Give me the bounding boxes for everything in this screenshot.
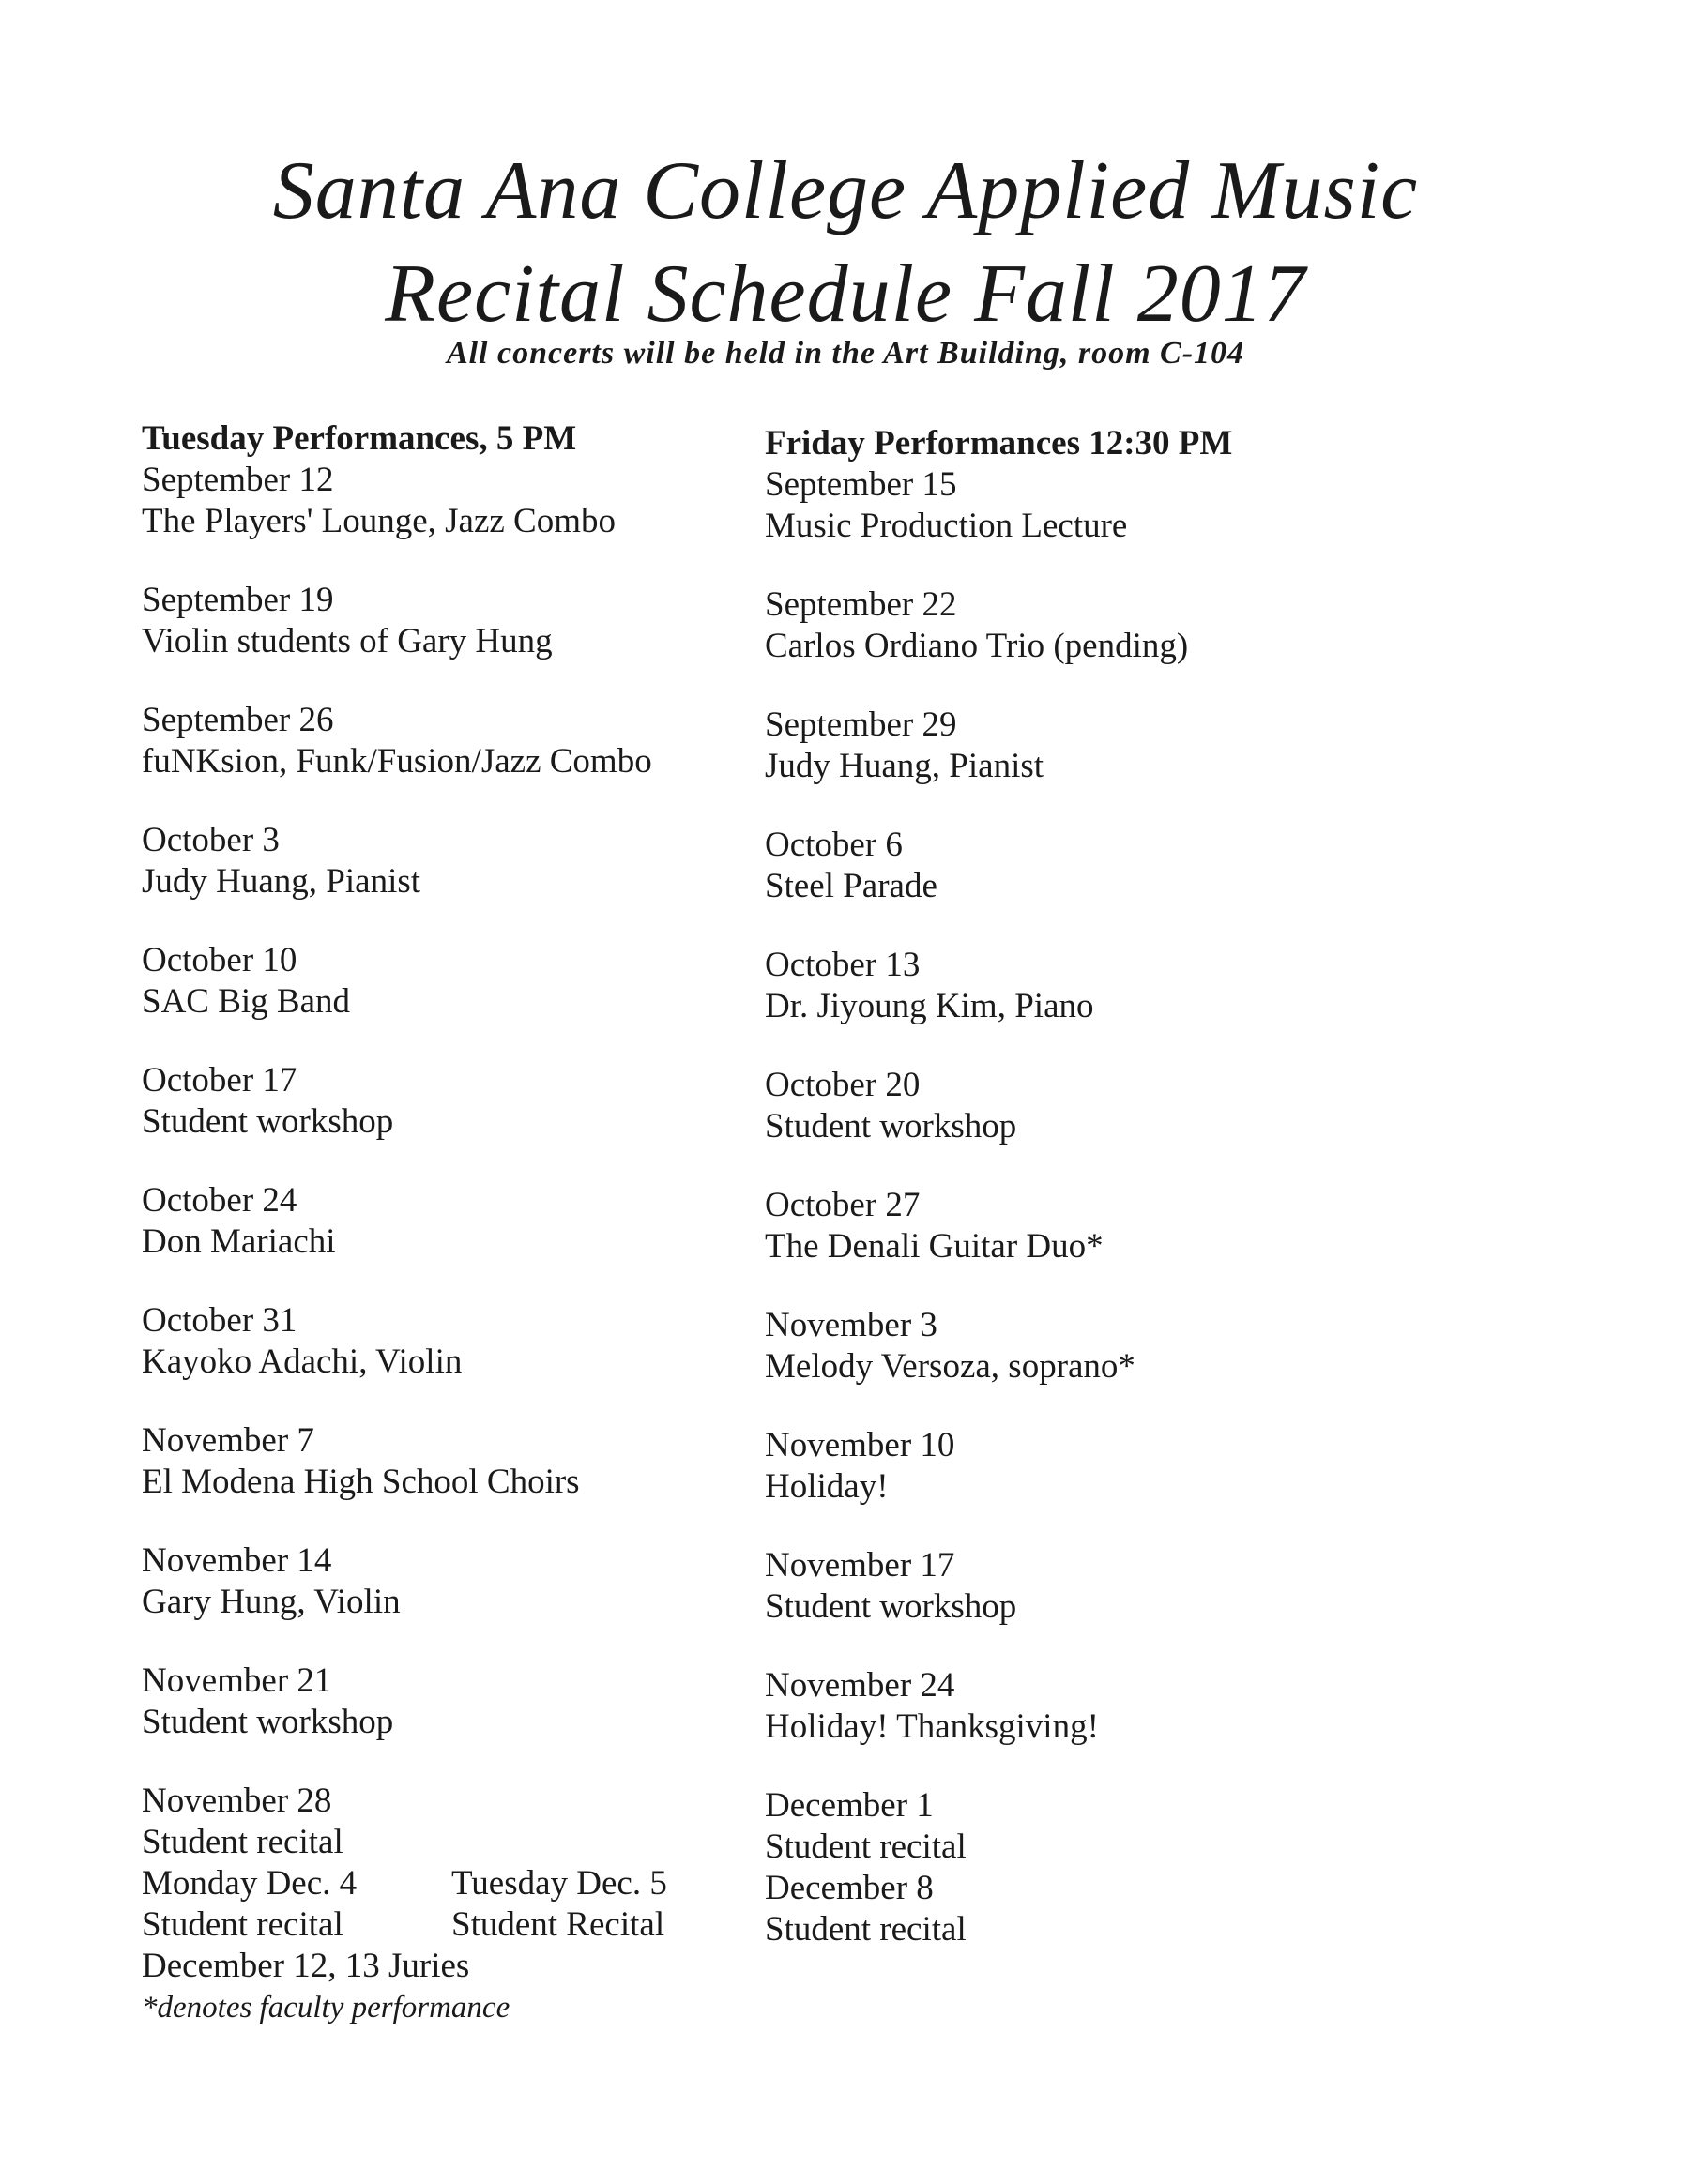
- entry-date: October 24: [142, 1181, 297, 1220]
- entry-performer: fuNKsion, Funk/Fusion/Jazz Combo: [142, 742, 652, 781]
- entry-performer: Kayoko Adachi, Violin: [142, 1342, 463, 1381]
- entry-date: December 1: [765, 1786, 934, 1825]
- entry-performer: The Denali Guitar Duo*: [765, 1227, 1104, 1266]
- entry-date: November 17: [765, 1546, 955, 1585]
- entry-date: November 24: [765, 1666, 955, 1705]
- schedule-entry: [765, 584, 1422, 667]
- schedule-entry: [142, 1661, 742, 1743]
- dec4-performer: Student recital: [142, 1905, 343, 1944]
- schedule-entry: [765, 705, 1422, 787]
- entry-date: September 22: [765, 585, 957, 624]
- entry-date: September 19: [142, 581, 334, 619]
- entry-date: September 15: [765, 465, 957, 504]
- schedule-entry: [142, 1420, 742, 1503]
- tuesday-list: [142, 460, 742, 1863]
- location-subtitle: All concerts will be held in the Art Building, room C-104: [446, 336, 1245, 371]
- schedule-entry: [765, 1065, 1422, 1147]
- entry-date: October 3: [142, 821, 280, 859]
- schedule-entry: [765, 1185, 1422, 1267]
- schedule-entry: [142, 1540, 742, 1623]
- entry-date: October 31: [142, 1301, 297, 1340]
- entry-performer: El Modena High School Choirs: [142, 1463, 580, 1501]
- schedule-entry: [142, 1781, 742, 1863]
- dec5-performer: Student Recital: [451, 1905, 665, 1944]
- entry-performer: Steel Parade: [765, 867, 937, 905]
- schedule-entry: [142, 580, 742, 662]
- friday-column: [765, 423, 1422, 1950]
- entry-performer: Student workshop: [765, 1587, 1017, 1626]
- entry-date: October 13: [765, 946, 921, 984]
- entry-performer: Music Production Lecture: [765, 507, 1128, 545]
- entry-performer: SAC Big Band: [142, 982, 351, 1021]
- entry-performer: Student recital: [142, 1823, 343, 1861]
- entry-performer: Student workshop: [142, 1102, 394, 1141]
- schedule-entry: [765, 825, 1422, 907]
- schedule-entry: [765, 1305, 1422, 1388]
- schedule-entry: [142, 1060, 742, 1143]
- entry-performer: Gary Hung, Violin: [142, 1583, 401, 1621]
- entry-date: September 26: [142, 701, 334, 739]
- entry-date: October 10: [142, 941, 297, 979]
- entry-date: October 27: [765, 1186, 921, 1224]
- entry-performer: Judy Huang, Pianist: [765, 747, 1044, 785]
- entry-date: November 28: [142, 1782, 332, 1820]
- entry-date: November 7: [142, 1421, 314, 1460]
- friday-list: [765, 464, 1422, 1868]
- entry-performer: Student workshop: [142, 1703, 394, 1741]
- dec4-date: Monday Dec. 4: [142, 1864, 358, 1903]
- dec8-performer: Student recital: [765, 1910, 967, 1949]
- page-title-line-1: Santa Ana College Applied Music: [272, 145, 1419, 236]
- juries-line: December 12, 13 Juries: [142, 1947, 470, 1985]
- entry-date: October 6: [765, 826, 903, 864]
- schedule-entry: [765, 1785, 1422, 1868]
- schedule-entry: [765, 1545, 1422, 1628]
- faculty-footnote: *denotes faculty performance: [142, 1991, 510, 2025]
- entry-performer: The Players' Lounge, Jazz Combo: [142, 502, 617, 540]
- entry-performer: Dr. Jiyoung Kim, Piano: [765, 987, 1094, 1025]
- entry-performer: Judy Huang, Pianist: [142, 862, 421, 901]
- schedule-entry: [142, 1300, 742, 1383]
- schedule-entry: [142, 1180, 742, 1263]
- page-title-line-2: Recital Schedule Fall 2017: [385, 249, 1306, 340]
- entry-performer: Holiday! Thanksgiving!: [765, 1707, 1099, 1746]
- entry-date: November 14: [142, 1541, 332, 1580]
- entry-date: November 3: [765, 1306, 937, 1344]
- entry-date: October 17: [142, 1061, 297, 1100]
- entry-date: September 29: [765, 705, 957, 744]
- schedule-entry: [765, 464, 1422, 547]
- schedule-entry: [142, 820, 742, 902]
- entry-performer: Student recital: [765, 1828, 967, 1866]
- entry-date: October 20: [765, 1066, 921, 1104]
- dec8-date: December 8: [765, 1869, 934, 1907]
- schedule-entry: [142, 700, 742, 782]
- friday-heading: Friday Performances 12:30 PM: [765, 424, 1233, 463]
- tuesday-december-block: [142, 1863, 742, 1946]
- entry-date: November 10: [765, 1426, 955, 1464]
- tuesday-heading: Tuesday Performances, 5 PM: [142, 419, 577, 458]
- tuesday-column: [142, 418, 742, 2028]
- schedule-entry: [142, 460, 742, 542]
- schedule-entry: [765, 1665, 1422, 1748]
- entry-performer: Student workshop: [765, 1107, 1017, 1145]
- entry-date: September 12: [142, 461, 334, 499]
- entry-date: November 21: [142, 1661, 332, 1700]
- dec5-date: Tuesday Dec. 5: [451, 1864, 667, 1903]
- entry-performer: Violin students of Gary Hung: [142, 622, 553, 660]
- entry-performer: Carlos Ordiano Trio (pending): [765, 627, 1189, 665]
- entry-performer: Holiday!: [765, 1467, 889, 1506]
- entry-performer: Melody Versoza, soprano*: [765, 1347, 1135, 1386]
- schedule-entry: [765, 1425, 1422, 1508]
- entry-performer: Don Mariachi: [142, 1222, 336, 1261]
- schedule-entry: [142, 940, 742, 1023]
- schedule-entry: [765, 945, 1422, 1027]
